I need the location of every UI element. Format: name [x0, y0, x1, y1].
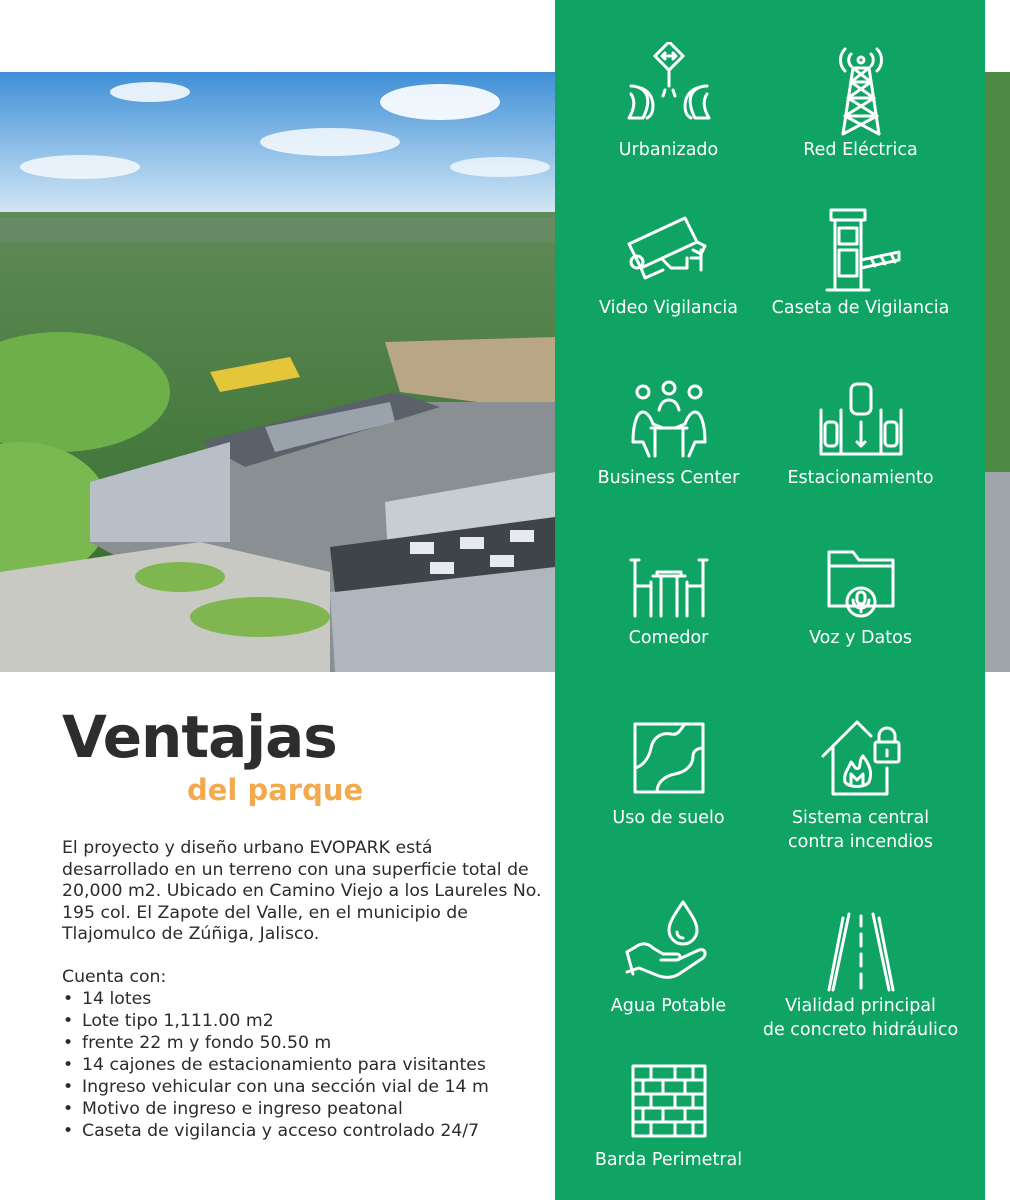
road-signpost-icon — [621, 42, 717, 138]
project-description: El proyecto y diseño urbano EVOPARK está desarrollado en un terreno con una superficie total de 20,000 m2. Ubicado en Camino Viejo a los Laureles No. 195 col. El Zapote del Valle, en el municipio de Tlajomulco de Zúñiga, Jalisco. — [62, 838, 542, 944]
feature-sistema-incendios — [753, 710, 968, 854]
water-drop-hand-icon — [621, 898, 717, 994]
feature-business-center — [561, 370, 776, 490]
feature-label: Comedor — [628, 628, 709, 648]
feature-label: Vialidad principal — [785, 996, 936, 1016]
list-item: • Motivo de ingreso e ingreso peatonal — [62, 1098, 552, 1120]
list-item: • 14 lotes — [62, 988, 552, 1010]
feature-label: Barda Perimetral — [594, 1150, 743, 1170]
feature-label: Caseta de Vigilancia — [771, 298, 950, 318]
feature-comedor — [561, 530, 776, 650]
feature-barda-perimetral — [561, 1052, 776, 1172]
feature-label: Sistema central — [791, 808, 930, 828]
feature-label: Uso de suelo — [612, 808, 725, 828]
feature-uso-suelo — [561, 710, 776, 830]
feature-label: Voz y Datos — [809, 628, 912, 648]
section-title: Ventajas — [62, 703, 337, 771]
feature-voz-datos — [753, 530, 968, 650]
feature-red-electrica — [753, 42, 968, 162]
folder-microphone-icon — [813, 530, 909, 626]
security-camera-icon — [621, 200, 717, 296]
feature-list — [62, 988, 552, 1142]
dining-table-icon — [621, 530, 717, 626]
feature-label: Red Eléctrica — [803, 140, 918, 160]
list-item: • Lote tipo 1,111.00 m2 — [62, 1010, 552, 1032]
feature-label: Urbanizado — [618, 140, 719, 160]
features-panel — [555, 0, 985, 1200]
highway-icon — [813, 898, 909, 994]
feature-estacionamiento — [753, 370, 968, 490]
section-subtitle: del parque — [187, 773, 364, 807]
feature-label: Agua Potable — [610, 996, 727, 1016]
land-map-icon — [621, 710, 717, 806]
house-fire-lock-icon — [813, 710, 909, 806]
meeting-table-icon — [621, 370, 717, 466]
feature-label: Video Vigilancia — [599, 298, 738, 318]
feature-label-line2: de concreto hidráulico — [762, 1020, 959, 1040]
feature-label-line2: contra incendios — [788, 832, 933, 852]
list-item: • Ingreso vehicular con una sección vial de 14 m — [62, 1076, 552, 1098]
feature-vialidad — [753, 898, 968, 1042]
feature-agua-potable — [561, 898, 776, 1018]
guard-booth-icon — [813, 200, 909, 296]
parking-icon — [813, 370, 909, 466]
feature-label: Estacionamiento — [787, 468, 934, 488]
list-item: • frente 22 m y fondo 50.50 m — [62, 1032, 552, 1054]
brick-wall-icon — [621, 1052, 717, 1148]
feature-caseta-vigilancia — [753, 200, 968, 320]
list-item: • Caseta de vigilancia y acceso controlado 24/7 — [62, 1120, 552, 1142]
feature-label: Business Center — [597, 468, 740, 488]
list-item: • 14 cajones de estacionamiento para visitantes — [62, 1054, 552, 1076]
feature-urbanizado — [561, 42, 776, 162]
power-tower-icon — [813, 42, 909, 138]
list-title: Cuenta con: — [62, 967, 167, 987]
feature-video-vigilancia — [561, 200, 776, 320]
